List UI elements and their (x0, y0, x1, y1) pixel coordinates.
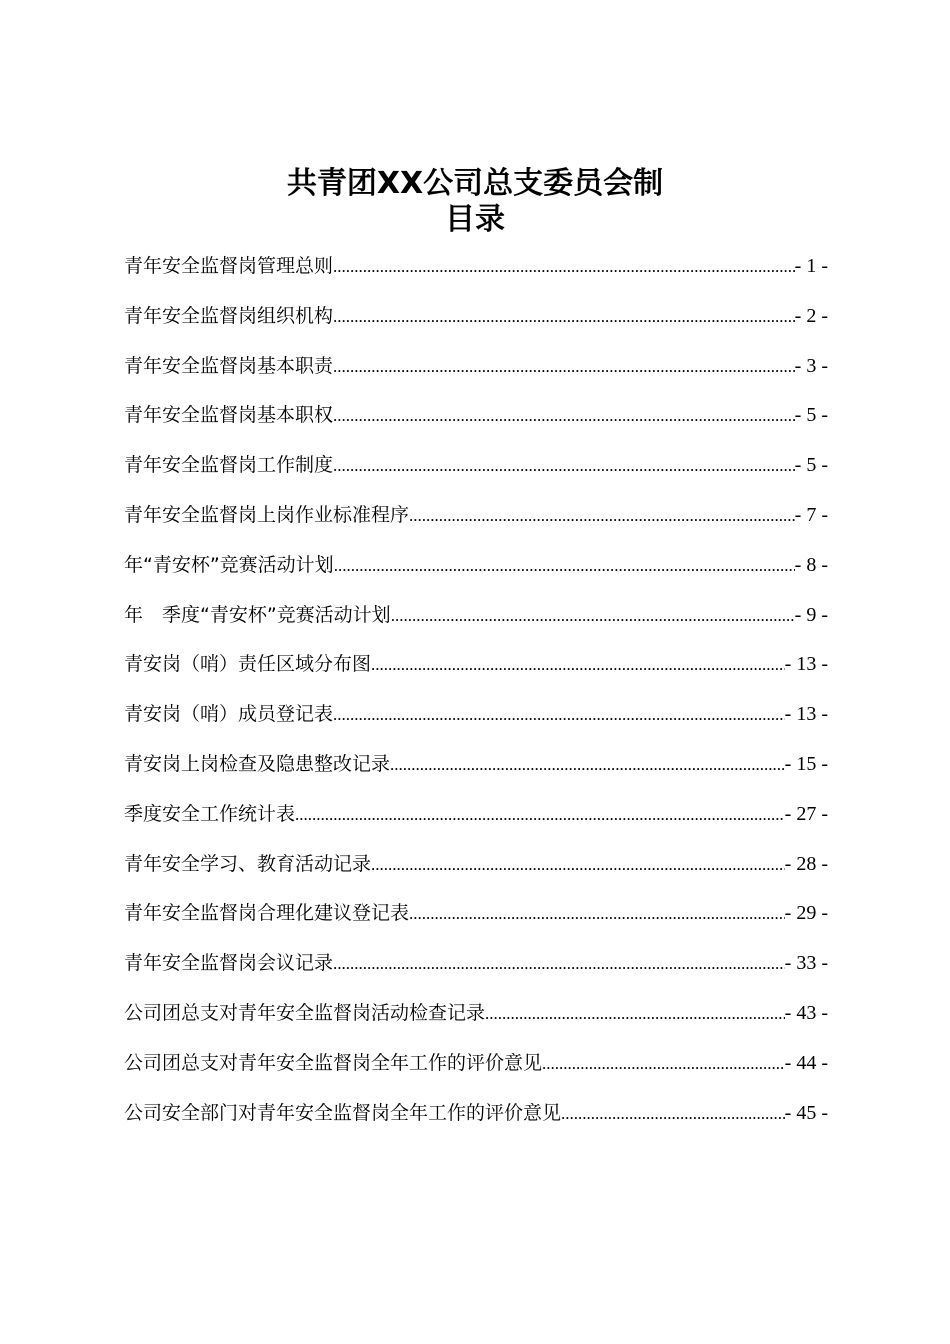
toc-entry-title: 青年安全监督岗会议记录 (124, 952, 334, 975)
toc-page-number: - 5 - (794, 454, 828, 477)
toc-entry-title: 青安岗（哨）责任区域分布图 (124, 653, 372, 676)
toc-leader-dots (485, 998, 785, 1030)
toc-entry[interactable] (124, 648, 828, 698)
toc-page-number: - 27 - (784, 802, 828, 825)
toc-page-number: - 13 - (784, 653, 828, 676)
toc-page-number: - 2 - (794, 304, 828, 327)
toc-leader-dots (333, 450, 795, 482)
toc-page-number: - 1 - (794, 255, 828, 277)
toc-leader-dots (333, 400, 795, 432)
toc-page-number: - 3 - (794, 354, 828, 377)
toc-page-number: - 33 - (784, 952, 828, 975)
toc-leader-dots (561, 1098, 785, 1130)
toc-leader-dots (333, 948, 785, 980)
toc-entry-title: 公司安全部门对青年安全监督岗全年工作的评价意见 (124, 1101, 562, 1124)
toc-page-number: - 7 - (794, 503, 828, 526)
toc-entry[interactable] (124, 300, 828, 350)
toc-entry-title: 公司团总支对青年安全监督岗全年工作的评价意见 (124, 1051, 543, 1074)
toc-leader-dots (409, 500, 795, 532)
toc-entry[interactable] (124, 449, 828, 499)
toc-entry[interactable] (124, 848, 828, 898)
toc-entry[interactable] (124, 499, 828, 549)
document-title: 共青团XX公司总支委员会制 (286, 166, 664, 201)
toc-page-number: - 45 - (784, 1101, 828, 1124)
table-of-contents (124, 250, 828, 1146)
toc-entry[interactable] (124, 399, 828, 449)
toc-page-number: - 28 - (784, 852, 828, 875)
toc-entry-title: 年“青安杯”竞赛活动计划 (124, 553, 334, 576)
toc-page-number: - 9 - (794, 603, 828, 626)
toc-entry-title: 青年安全监督岗工作制度 (124, 454, 334, 477)
toc-entry[interactable] (124, 997, 828, 1047)
toc-entry[interactable] (124, 549, 828, 599)
toc-leader-dots (371, 849, 785, 881)
toc-page-number: - 13 - (784, 703, 828, 726)
toc-entry-title: 青年安全学习、教育活动记录 (124, 852, 372, 875)
toc-entry[interactable] (124, 798, 828, 848)
toc-leader-dots (334, 550, 795, 582)
toc-leader-dots (542, 1048, 785, 1080)
toc-entry[interactable] (124, 897, 828, 947)
toc-leader-dots (390, 749, 785, 781)
toc-entry-title: 青年安全监督岗组织机构 (124, 304, 334, 327)
toc-entry-title: 青年安全监督岗基本职责 (124, 354, 334, 377)
toc-entry[interactable] (124, 1097, 828, 1147)
toc-entry[interactable] (124, 698, 828, 748)
toc-entry-title: 青年安全监督岗基本职权 (124, 404, 334, 427)
toc-entry[interactable] (124, 599, 828, 649)
toc-entry[interactable] (124, 947, 828, 997)
toc-leader-dots (333, 251, 795, 283)
toc-entry-title: 公司团总支对青年安全监督岗活动检查记录 (124, 1001, 486, 1024)
toc-entry[interactable] (124, 250, 828, 300)
toc-leader-dots (409, 898, 785, 930)
toc-entry-title: 青年安全监督岗上岗作业标准程序 (124, 503, 410, 526)
toc-page-number: - 8 - (794, 553, 828, 576)
toc-leader-dots (391, 600, 795, 632)
toc-page-number: - 15 - (784, 752, 828, 775)
toc-leader-dots (333, 351, 795, 383)
toc-entry-title: 青安岗上岗检查及隐患整改记录 (124, 752, 391, 775)
toc-heading: 目录 (445, 202, 505, 237)
toc-page-number: - 29 - (784, 902, 828, 925)
toc-page-number: - 44 - (784, 1051, 828, 1074)
toc-entry[interactable] (124, 1047, 828, 1097)
toc-leader-dots (295, 799, 785, 831)
toc-entry[interactable] (124, 350, 828, 400)
toc-leader-dots (371, 649, 785, 681)
toc-leader-dots (333, 699, 785, 731)
toc-entry-title: 青安岗（哨）成员登记表 (124, 703, 334, 726)
toc-leader-dots (333, 301, 795, 333)
toc-page-number: - 5 - (794, 404, 828, 427)
toc-entry-title: 青年安全监督岗合理化建议登记表 (124, 902, 410, 925)
toc-entry-title: 青年安全监督岗管理总则 (124, 255, 334, 277)
toc-entry-title: 年 季度“青安杯”竞赛活动计划 (124, 603, 391, 626)
toc-entry[interactable] (124, 748, 828, 798)
toc-page-number: - 43 - (784, 1001, 828, 1024)
toc-entry-title: 季度安全工作统计表 (124, 802, 296, 825)
